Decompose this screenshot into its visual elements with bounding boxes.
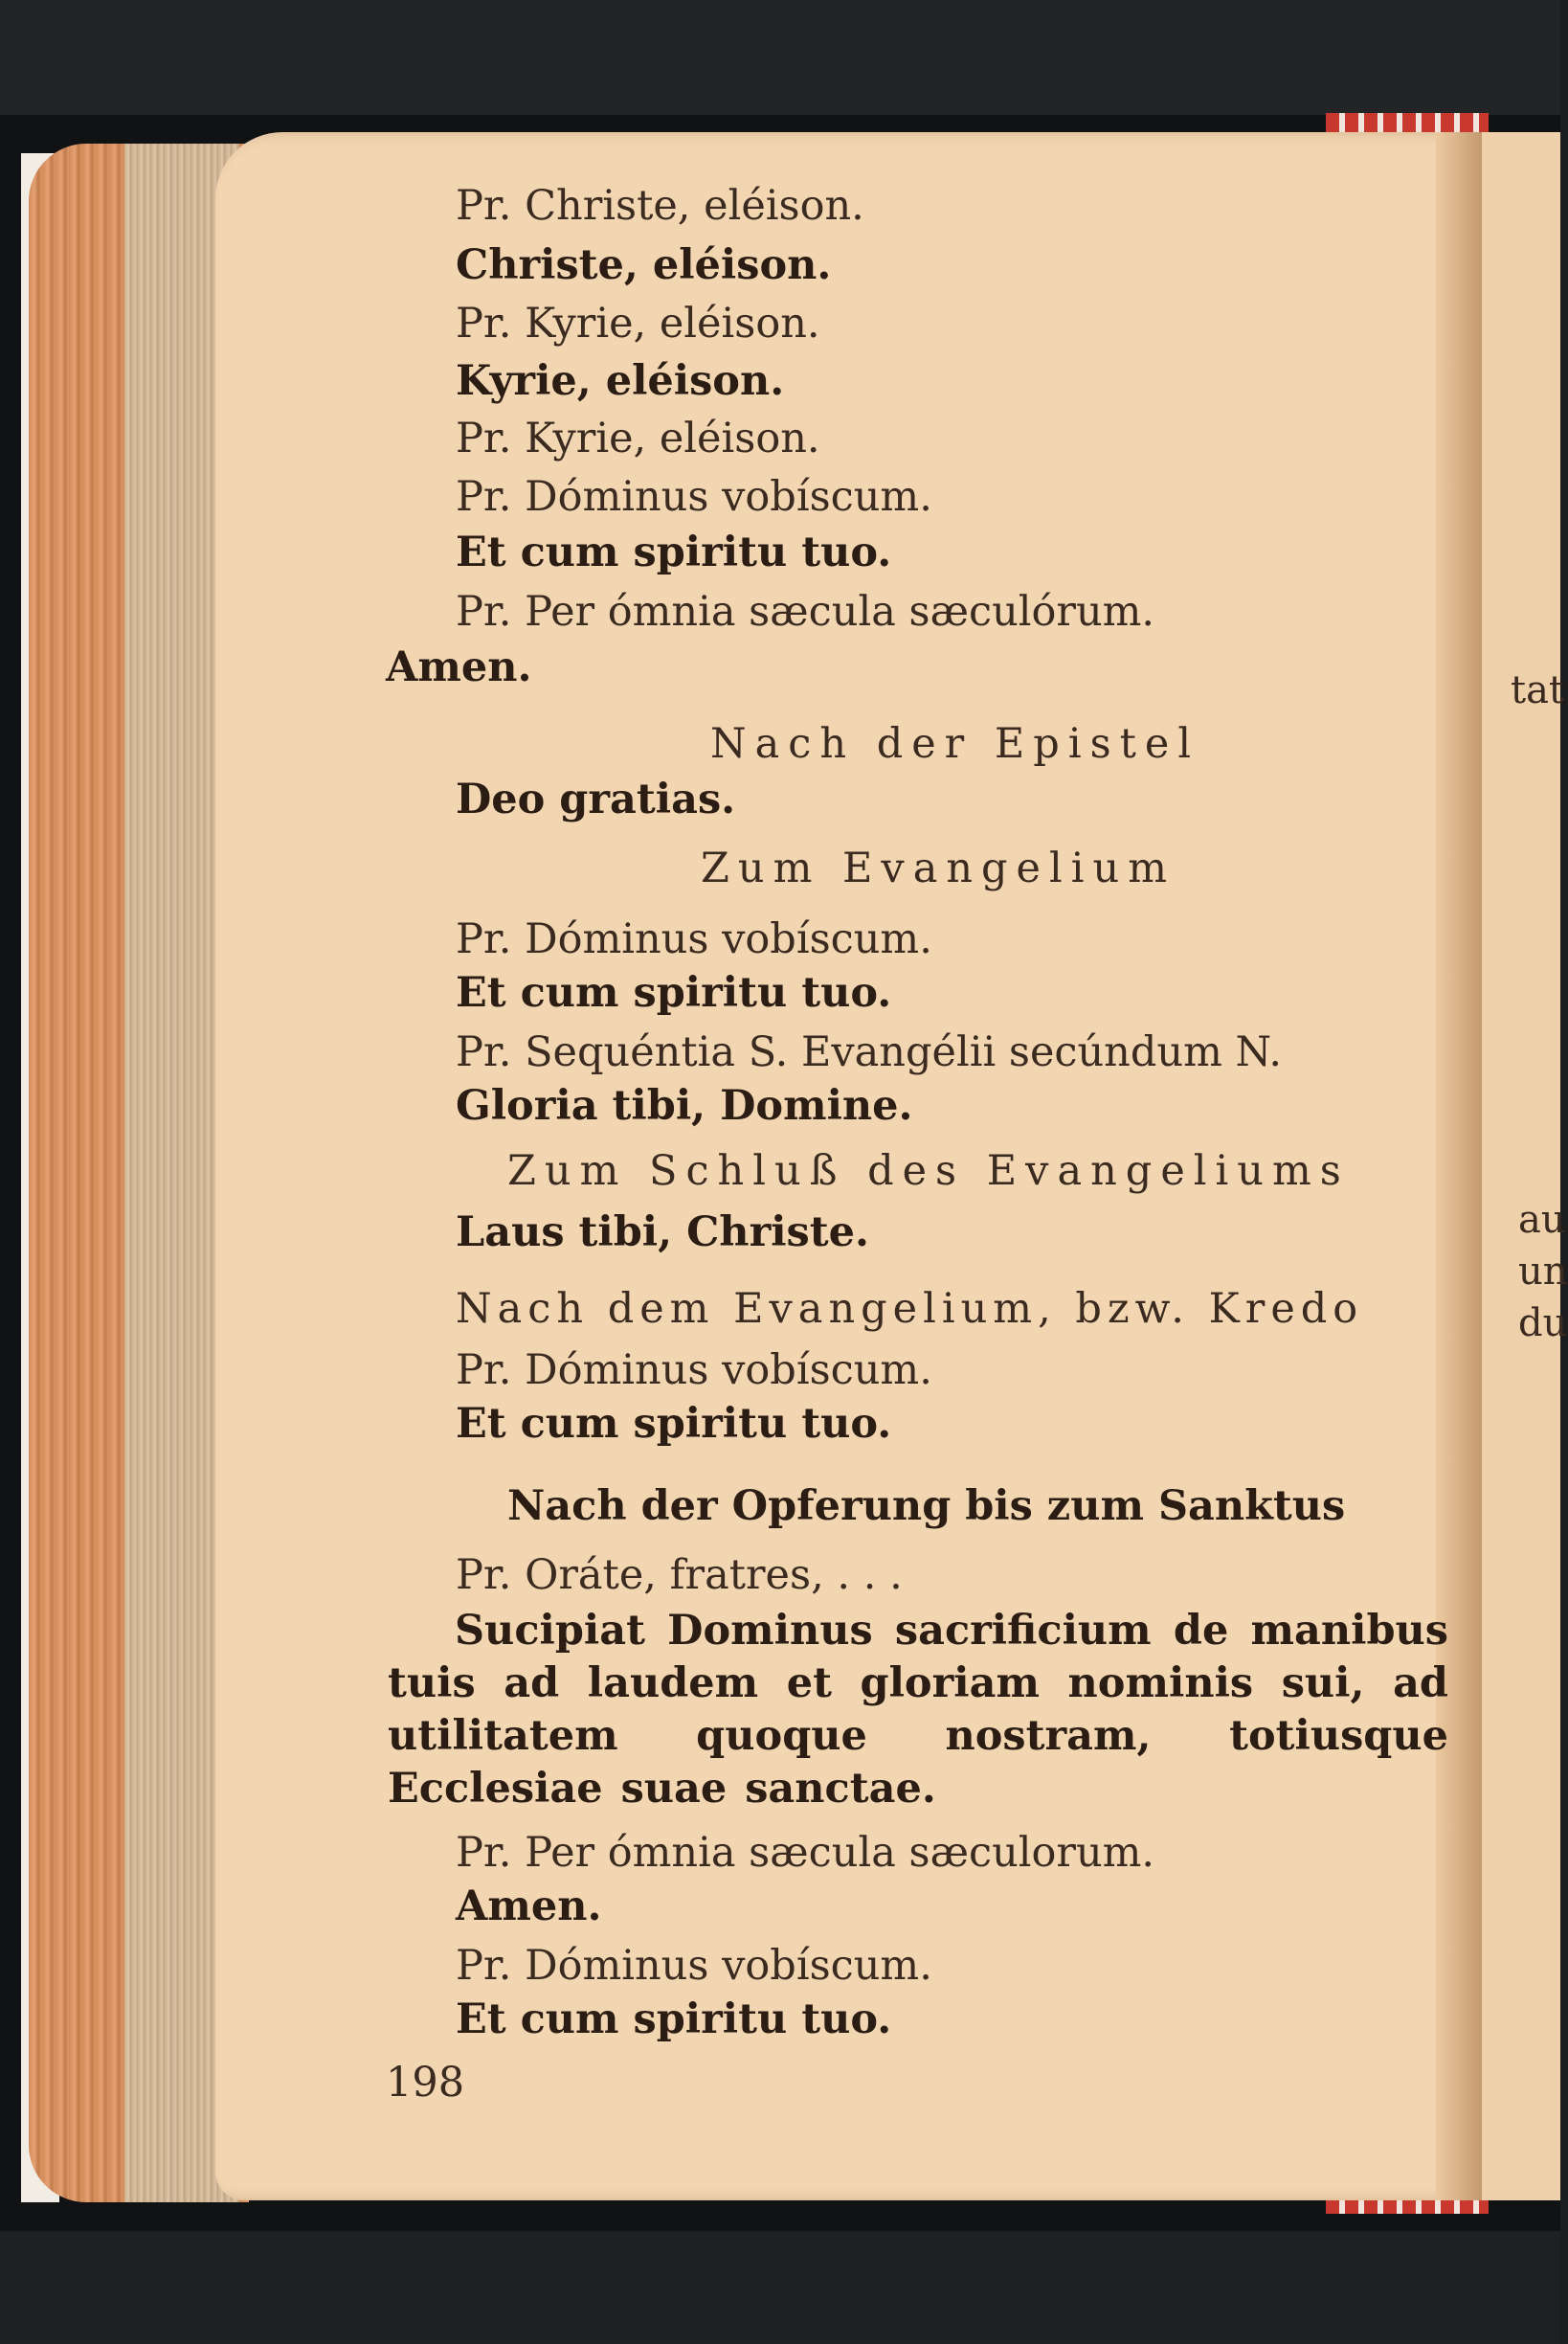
- response-line: Amen.: [386, 643, 532, 691]
- ribbon-bookmark-top: [1326, 113, 1489, 134]
- page-number: 198: [386, 2059, 465, 2107]
- response-line: Laus tibi, Christe.: [456, 1208, 869, 1256]
- response-line: Et cum spiritu tuo.: [456, 1400, 892, 1448]
- prayer-line: Pr. Dóminus vobíscum.: [456, 1942, 932, 1990]
- right-page: [1482, 132, 1568, 2200]
- section-heading: Zum Schluß des Evangeliums: [507, 1147, 1350, 1195]
- prayer-line: Pr. Dóminus vobíscum.: [456, 915, 932, 963]
- response-line: Deo gratias.: [456, 776, 736, 823]
- section-heading: Nach dem Evangelium, bzw. Kredo: [456, 1285, 1364, 1333]
- section-heading: Nach der Epistel: [710, 720, 1200, 768]
- cover-bottom-edge: [0, 2231, 1560, 2344]
- prayer-line: Pr. Oráte, fratres, . . .: [456, 1551, 903, 1599]
- right-margin-fragment: du: [1518, 1301, 1568, 1345]
- prayer-line: Pr. Sequéntia S. Evangélii secúndum N.: [456, 1028, 1283, 1076]
- section-heading: Zum Evangelium: [701, 845, 1176, 892]
- page-gutter: [1436, 132, 1482, 2200]
- right-margin-fragment: au: [1518, 1198, 1566, 1242]
- prayer-line: Pr. Per ómnia sæcula sæculórum.: [456, 588, 1155, 636]
- cover-top-edge: [0, 0, 1560, 115]
- prayer-line: Pr. Dóminus vobíscum.: [456, 473, 932, 521]
- prayer-line: Pr. Per ómnia sæcula sæculorum.: [456, 1829, 1155, 1877]
- right-margin-fragment: un: [1518, 1250, 1568, 1294]
- response-line: Kyrie, eléison.: [456, 357, 785, 405]
- prayer-line: Pr. Dóminus vobíscum.: [456, 1346, 932, 1394]
- right-margin-fragment: tat: [1511, 668, 1564, 712]
- prayer-line: Pr. Christe, eléison.: [456, 182, 864, 230]
- prayer-line: Pr. Kyrie, eléison.: [456, 300, 820, 348]
- response-paragraph: Sucipiat Dominus sacrificium de manibus tuis ad laudem et gloriam nominis sui, ad utilitatem quoque nostram, totiusque Ecclesiae suae sanctae.: [388, 1607, 1448, 1813]
- response-line: Et cum spiritu tuo.: [456, 969, 892, 1017]
- response-line: Amen.: [456, 1882, 602, 1930]
- section-heading-bold: Nach der Opferung bis zum Sanktus: [507, 1482, 1346, 1530]
- response-line: Gloria tibi, Domine.: [456, 1082, 913, 1130]
- response-line: Et cum spiritu tuo.: [456, 1995, 892, 2043]
- response-line: Et cum spiritu tuo.: [456, 529, 892, 576]
- response-line: Christe, eléison.: [456, 241, 832, 289]
- prayer-line: Pr. Kyrie, eléison.: [456, 415, 820, 462]
